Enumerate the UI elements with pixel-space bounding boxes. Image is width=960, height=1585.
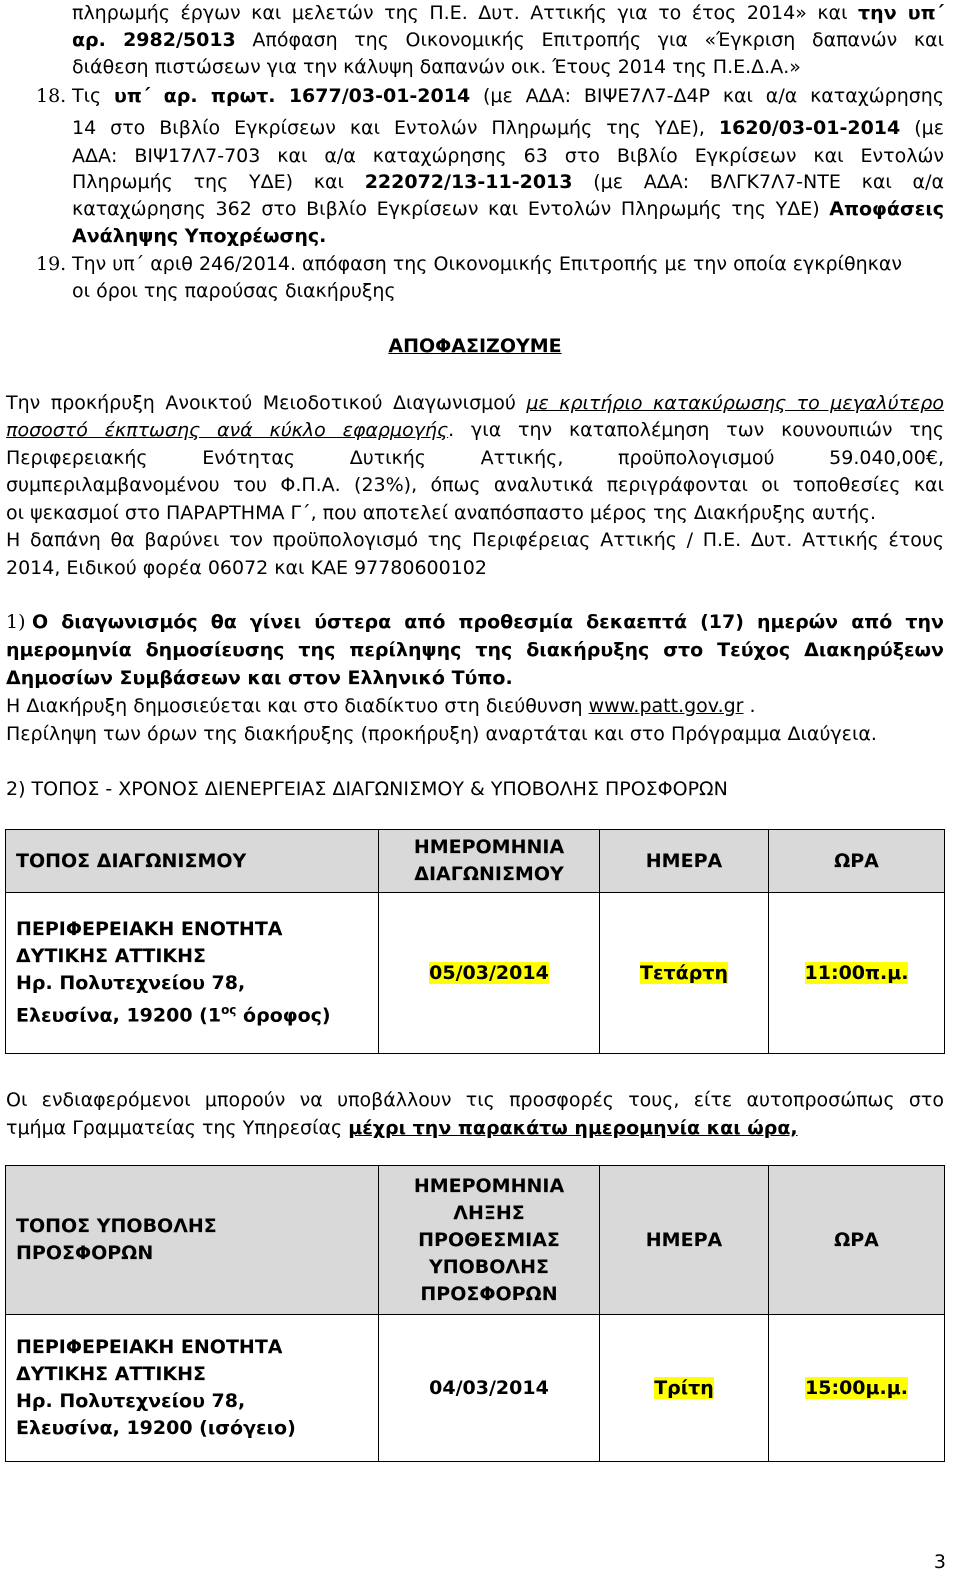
contest-schedule-table xyxy=(5,829,945,1054)
table-2-time: 15:00μ.μ. xyxy=(805,1376,908,1399)
proclamation-l2-b: . για την καταπολέμηση των κουνουπιών της xyxy=(448,419,944,441)
item-18-l2-c: (με xyxy=(900,117,945,139)
item-18-l5-a: καταχώρησης 362 στο Βιβλίο Εγκρίσεων και Εντολών Πληρωμής της ΥΔΕ) xyxy=(72,198,830,220)
table-2-date: 04/03/2014 xyxy=(429,1376,549,1399)
item-18-l2-a: 14 στο Βιβλίο Εγκρίσεων και Εντολών Πληρωμής της ΥΔΕ), xyxy=(72,117,719,139)
table-2-header-place xyxy=(6,1166,379,1315)
table-1-header-place: ΤΟΠΟΣ ΔΙΑΓΩΝΙΣΜΟΥ xyxy=(6,830,379,893)
decision-heading-wrap xyxy=(0,333,950,360)
table-1-place-l4-a: Ελευσίνα, 19200 (1 xyxy=(16,1004,222,1027)
table-2-day-cell xyxy=(600,1315,769,1462)
table-2-header-date-l4: ΥΠΟΒΟΛΗΣ xyxy=(428,1255,550,1278)
section-1-line-5: Περίληψη των όρων της διακήρυξης (προκήρυξη) αναρτάται και στο Πρόγραμμα Διαύγεια. xyxy=(6,723,877,745)
table-1-header-date-l2: ΔΙΑΓΩΝΙΣΜΟΥ xyxy=(414,863,564,885)
section-2-heading: 2) ΤΟΠΟΣ - ΧΡΟΝΟΣ ΔΙΕΝΕΡΓΕΙΑΣ ΔΙΑΓΩΝΙΣΜΟΥ & ΥΠΟΒΟΛΗΣ ΠΡΟΣΦΟΡΩΝ xyxy=(6,778,728,800)
table-2-place-l4: Ελευσίνα, 19200 (ισόγειο) xyxy=(16,1417,296,1439)
section-1-line-1: Ο διαγωνισμός θα γίνει ύστερα από προθεσμία δεκαεπτά (17) ημερών από την xyxy=(32,611,944,633)
item-18-line-5 xyxy=(72,196,944,223)
submission-schedule-table xyxy=(5,1165,945,1462)
item-18-line-6 xyxy=(72,223,326,250)
top-line-2-text: Απόφαση της Οικονομικής Επιτροπής για «Έγκριση δαπανών και xyxy=(235,29,944,51)
table-2-row xyxy=(6,1315,945,1462)
section-1-l4-end: . xyxy=(743,695,756,717)
item-18-l1-bold: υπ΄ αρ. πρωτ. 1677/03-01-2014 xyxy=(114,85,471,107)
table-1-header-day: ΗΜΕΡΑ xyxy=(600,830,769,893)
proclamation-l2-underlined: ποσοστό έκπτωσης ανά κύκλο εφαρμογής xyxy=(6,419,449,441)
table-1-place-l3: Ηρ. Πολυτεχνείου 78, xyxy=(16,972,246,995)
proclamation-line-1 xyxy=(6,390,944,417)
section-1-line-4 xyxy=(6,693,756,720)
interested-line-2 xyxy=(6,1115,798,1142)
decision-heading: ΑΠΟΦΑΣΙΖΟΥΜΕ xyxy=(388,335,562,357)
section-1-line-3: Δημοσίων Συμβάσεων και στον Ελληνικό Τύπο. xyxy=(6,667,513,689)
item-18-l2-bold: 1620/03-01-2014 xyxy=(718,117,901,139)
proclamation-line-3: Περιφερειακής Ενότητας Δυτικής Αττικής, προϋπολογισμού 59.040,00€, xyxy=(6,447,944,469)
table-2-place xyxy=(6,1315,379,1462)
item-18-l5-bold: Αποφάσεις xyxy=(829,198,944,220)
top-line-3: διάθεση πιστώσεων για την κάλυψη δαπανών οικ. Έτους 2014 της Π.Ε.Δ.Α.» xyxy=(72,56,801,78)
interested-l2-text: τμήμα Γραμματείας της Υπηρεσίας xyxy=(6,1117,349,1139)
table-1-place-l4 xyxy=(16,997,368,1029)
table-2-header-row xyxy=(6,1166,945,1315)
table-2-place-l2: ΔΥΤΙΚΗΣ ΑΤΤΙΚΗΣ xyxy=(16,1363,207,1385)
table-1-place xyxy=(6,893,379,1054)
top-line-1 xyxy=(72,0,944,27)
item-18-line-1 xyxy=(72,83,944,110)
table-1-place-l2: ΔΥΤΙΚΗΣ ΑΤΤΙΚΗΣ xyxy=(16,945,207,968)
top-line-1-bold: την υπ΄ xyxy=(858,2,944,24)
table-1-place-l4-sup: ος xyxy=(221,1003,237,1018)
section-1-number: 1) xyxy=(6,611,26,633)
proclamation-line-7: 2014, Ειδικού φορέα 06072 και ΚΑΕ 97780600102 xyxy=(6,557,487,579)
item-18-l4-a: Πληρωμής της ΥΔΕ) και xyxy=(72,171,365,193)
table-1-header-row xyxy=(6,830,945,893)
interested-line-1: Οι ενδιαφερόμενοι μπορούν να υποβάλλουν τις προσφορές τους, είτε αυτοπροσώπως στο xyxy=(6,1089,944,1111)
top-line-1-text: πληρωμής έργων και μελετών της Π.Ε. Δυτ. Αττικής για το έτος 2014» και xyxy=(72,2,859,24)
proclamation-line-5: οι ψεκασμοί στο ΠΑΡΑΡΤΗΜΑ Γ΄, που αποτελεί αναπόσπαστο μέρος της Διακήρυξης αυτής. xyxy=(6,502,877,524)
table-2-place-l1: ΠΕΡΙΦΕΡΕΙΑΚΗ ΕΝΟΤΗΤΑ xyxy=(16,1336,283,1358)
table-2-date-cell xyxy=(379,1315,600,1462)
table-2-header-date-l5: ΠΡΟΣΦΟΡΩΝ xyxy=(420,1282,558,1305)
table-1-day: Τετάρτη xyxy=(640,961,728,984)
table-2-header-place-l1: ΤΟΠΟΣ ΥΠΟΒΟΛΗΣ xyxy=(16,1215,217,1237)
item-19-number: 19. xyxy=(36,253,67,275)
section-1-line-2: ημερομηνία δημοσίευσης της περίληψης της διακήρυξης στο Τεύχος Διακηρύξεων xyxy=(6,639,944,661)
website-link[interactable]: www.patt.gov.gr xyxy=(588,695,744,717)
table-1-header-date xyxy=(379,830,600,893)
item-18-l4-bold: 222072/13-11-2013 xyxy=(364,171,573,193)
item-18-line-3: ΑΔΑ: ΒΙΨ17Λ7-703 και α/α καταχώρησης 63 στο Βιβλίο Εγκρίσεων και Εντολών xyxy=(72,145,944,167)
interested-l2-deadline: μέχρι την παρακάτω ημερομηνία και ώρα, xyxy=(348,1117,798,1139)
table-1-date-cell xyxy=(379,893,600,1054)
proclamation-line-6: Η δαπάνη θα βαρύνει τον προϋπολογισμό της Περιφέρειας Αττικής / Π.Ε. Δυτ. Αττικής έτους xyxy=(6,529,944,551)
table-2-header-date-l1: ΗΜΕΡΟΜΗΝΙΑ xyxy=(413,1174,565,1197)
item-18-l1-a: Τις xyxy=(72,85,115,107)
item-18-line-2 xyxy=(72,115,944,142)
table-1-date: 05/03/2014 xyxy=(429,961,549,984)
proclamation-line-4: συμπεριλαμβανομένου του Φ.Π.Α. (23%), όπως αναλυτικά περιγράφονται οι τοποθεσίες και xyxy=(6,474,944,496)
table-2-place-l3: Ηρ. Πολυτεχνείου 78, xyxy=(16,1390,246,1412)
table-2-header-date-l2: ΛΗΞΗΣ xyxy=(453,1201,525,1224)
table-1-place-l4-b: όροφος) xyxy=(236,1004,331,1027)
section-1-l4-text: Η Διακήρυξη δημοσιεύεται και στο διαδίκτυο στη διεύθυνση xyxy=(6,695,589,717)
proclamation-l1-a: Την προκήρυξη Ανοικτού Μειοδοτικού Διαγωνισμού xyxy=(6,392,527,414)
proclamation-l1-underlined: με κριτήριο κατακύρωσης το μεγαλύτερο xyxy=(526,392,944,414)
table-2-time-cell xyxy=(769,1315,945,1462)
table-1-row xyxy=(6,893,945,1054)
proclamation-line-2 xyxy=(6,417,944,444)
table-2-header-date-l3: ΠΡΟΘΕΣΜΙΑΣ xyxy=(418,1228,560,1251)
item-18-line-4 xyxy=(72,169,944,196)
table-1-day-cell xyxy=(600,893,769,1054)
top-line-2-bold: αρ. 2982/5013 xyxy=(72,29,236,51)
table-1-header-time: ΩΡΑ xyxy=(769,830,945,893)
table-1-time-cell xyxy=(769,893,945,1054)
table-2-header-day: ΗΜΕΡΑ xyxy=(600,1166,769,1315)
table-2-header-place-l2: ΠΡΟΣΦΟΡΩΝ xyxy=(16,1242,154,1264)
item-18-l4-c: (με ΑΔΑ: ΒΛΓΚ7Λ7-ΝΤΕ και α/α xyxy=(572,171,944,193)
item-18-number: 18. xyxy=(36,85,67,107)
table-1-place-l1: ΠΕΡΙΦΕΡΕΙΑΚΗ ΕΝΟΤΗΤΑ xyxy=(16,918,283,941)
table-1-header-date-l1: ΗΜΕΡΟΜΗΝΙΑ xyxy=(413,836,565,858)
item-19-line-2: οι όροι της παρούσας διακήρυξης xyxy=(72,280,396,302)
item-18-l1-c: (με ΑΔΑ: ΒΙΨΕ7Λ7-Δ4Ρ και α/α καταχώρησης xyxy=(470,85,944,107)
page-number: 3 xyxy=(933,1551,946,1573)
table-2-header-date xyxy=(379,1166,600,1315)
top-line-2 xyxy=(72,27,944,54)
item-18-l6-bold: Ανάληψης Υποχρέωσης. xyxy=(72,225,327,247)
table-1-time: 11:00π.μ. xyxy=(804,961,909,984)
table-2-header-time: ΩΡΑ xyxy=(769,1166,945,1315)
item-19-line-1: Την υπ΄ αριθ 246/2014. απόφαση της Οικονομικής Επιτροπής με την οποία εγκρίθηκαν xyxy=(72,253,902,275)
table-2-day: Τρίτη xyxy=(654,1376,714,1399)
